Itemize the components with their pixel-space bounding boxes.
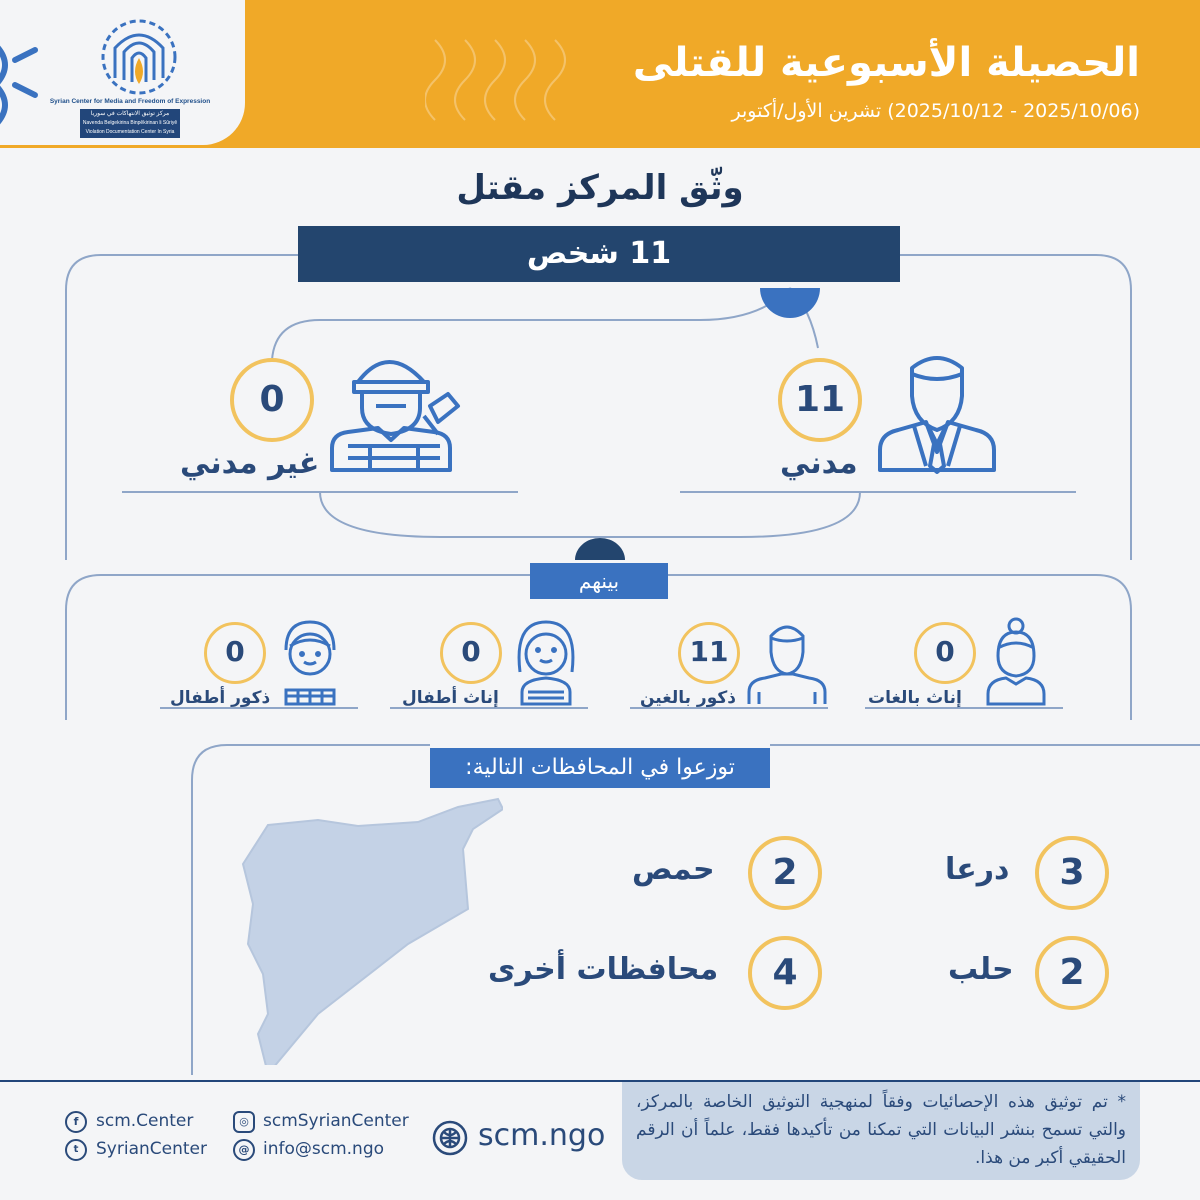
adult-female-label: إناث بالغات bbox=[868, 688, 962, 708]
logo-name-en: Syrian Center for Media and Freedom of Expression bbox=[49, 98, 211, 105]
instagram-handle[interactable]: scmSyrianCenter bbox=[263, 1111, 409, 1131]
website-url[interactable]: scm.ngo bbox=[478, 1118, 606, 1153]
logo-name-ku: Navenda Belgekirina Binpêkirinan li Sûriyê bbox=[82, 120, 178, 126]
adult-male-label: ذكور بالغين bbox=[640, 688, 736, 708]
instagram-icon[interactable]: ◎ bbox=[233, 1111, 255, 1133]
adult-female-icon bbox=[984, 616, 1048, 706]
female-child-count-circle: 0 bbox=[440, 622, 502, 684]
facebook-icon[interactable]: f bbox=[65, 1111, 87, 1133]
date-range: (2025/10/06 - 2025/10/12) تشرين الأول/أكتوبر bbox=[731, 100, 1140, 122]
male-child-icon bbox=[272, 616, 348, 706]
adult-male-count-circle: 11 bbox=[678, 622, 740, 684]
gov-aleppo-count-circle: 2 bbox=[1035, 936, 1109, 1010]
gov-daraa-label: درعا bbox=[945, 852, 1010, 887]
among-them-label: بينهم bbox=[530, 563, 668, 599]
summary-heading: وثّق المركز مقتل bbox=[456, 168, 744, 208]
non-civilian-label: غير مدني bbox=[180, 446, 320, 481]
female-child-label: إناث أطفال bbox=[402, 688, 499, 708]
gov-homs-label: حمص bbox=[632, 852, 715, 887]
methodology-note: * تم توثيق هذه الإحصائيات وفقاً لمنهجية التوثيق الخاصة بالمركز، والتي تسمح بنشر البيانات التي تمكنا من تأكيدها فقط، علماً أن الرقم الحقيقي أكبر من هذا. bbox=[622, 1082, 1140, 1180]
logo-name-en2: Violation Documentation Center In Syria bbox=[85, 129, 175, 135]
logo-name-ar: مركز توثيق الانتهاكات في سوريا bbox=[90, 111, 170, 117]
syria-map-icon bbox=[218, 795, 503, 1065]
male-child-label: ذكور أطفال bbox=[170, 688, 271, 708]
gov-aleppo-label: حلب bbox=[948, 952, 1014, 987]
email-address[interactable]: info@scm.ngo bbox=[263, 1139, 385, 1159]
gov-daraa-count-circle: 3 bbox=[1035, 836, 1109, 910]
adult-male-icon bbox=[745, 616, 829, 706]
page-title: الحصيلة الأسبوعية للقتلى bbox=[632, 40, 1140, 86]
twitter-icon[interactable]: t bbox=[65, 1139, 87, 1161]
gov-other-count-circle: 4 bbox=[748, 936, 822, 1010]
non-civilian-count-circle: 0 bbox=[230, 358, 314, 442]
governorates-label: توزعوا في المحافظات التالية: bbox=[430, 748, 770, 788]
gov-other-label: محافظات أخرى bbox=[488, 952, 719, 987]
female-child-icon bbox=[508, 616, 584, 706]
email-icon[interactable]: @ bbox=[233, 1139, 255, 1161]
globe-icon[interactable] bbox=[432, 1120, 468, 1156]
civilian-man-icon bbox=[872, 346, 1002, 474]
twitter-handle[interactable]: SyrianCenter bbox=[96, 1139, 207, 1159]
gov-homs-count-circle: 2 bbox=[748, 836, 822, 910]
civilian-count-circle: 11 bbox=[778, 358, 862, 442]
adult-female-count-circle: 0 bbox=[914, 622, 976, 684]
male-child-count-circle: 0 bbox=[204, 622, 266, 684]
facebook-handle[interactable]: scm.Center bbox=[96, 1111, 194, 1131]
civilian-label: مدني bbox=[780, 446, 858, 481]
soldier-icon bbox=[326, 346, 462, 474]
total-killed-box: 11 شخص bbox=[298, 226, 900, 282]
